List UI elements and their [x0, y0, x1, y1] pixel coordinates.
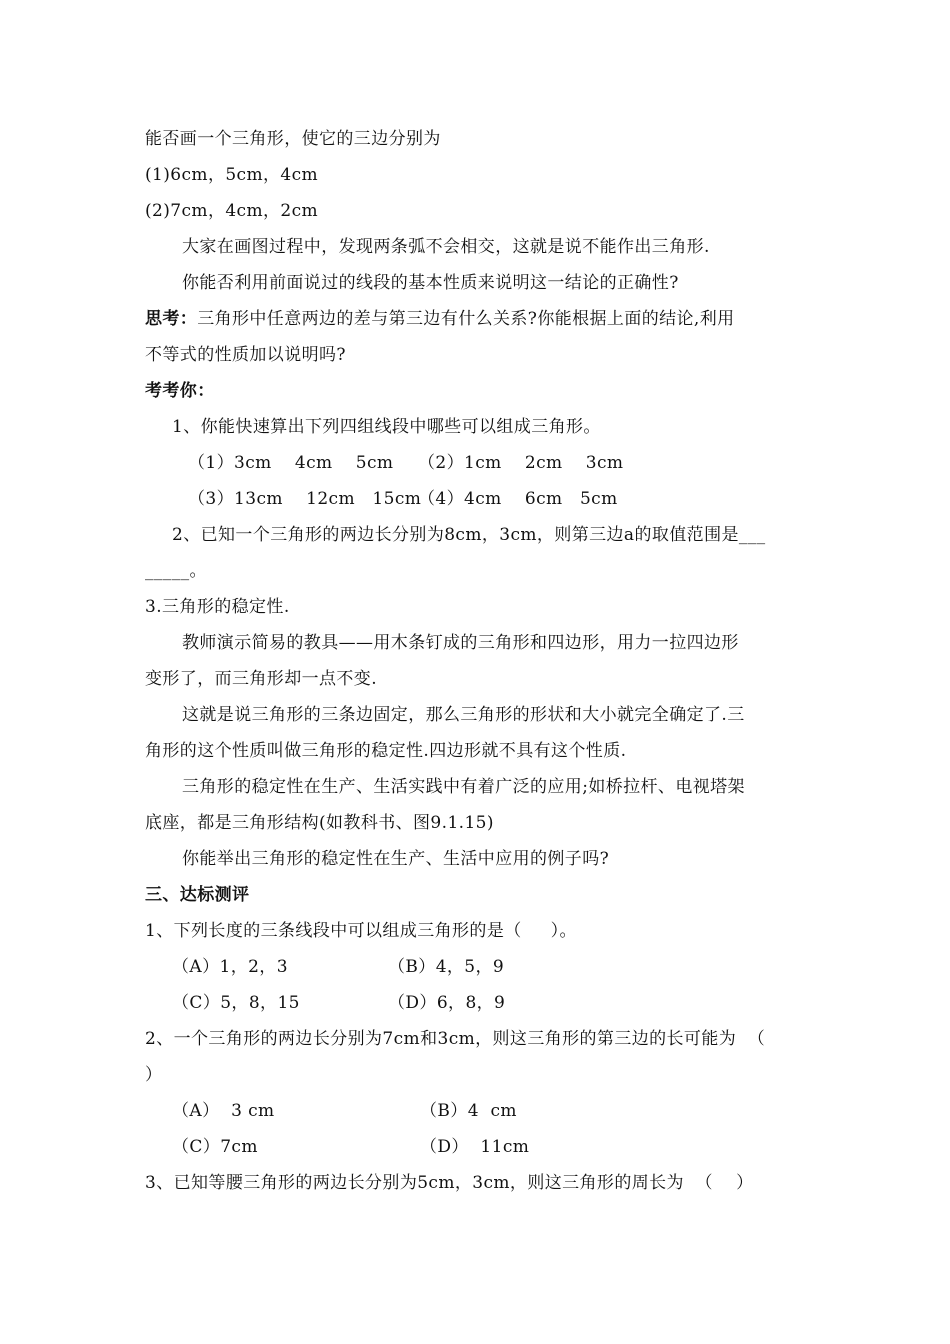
stability-p4: 你能举出三角形的稳定性在生产、生活中应用的例子吗?: [182, 849, 610, 869]
stability-p2-line1: 这就是说三角形的三条边固定，那么三角形的形状和大小就完全确定了.三: [182, 705, 745, 725]
intro-question: 能否画一个三角形，使它的三边分别为: [145, 129, 441, 149]
assessment-q2-option-c: （C）7cm: [172, 1137, 258, 1157]
assessment-q2-option-b: （B）4 cm: [420, 1101, 517, 1121]
assessment-q1-option-b: （B）4，5，9: [388, 957, 505, 977]
quiz-heading: 考考你：: [145, 381, 215, 401]
intro-item-1: (1)6cm，5cm，4cm: [145, 165, 319, 185]
quiz-q1-option-3: （3）13cm 12cm 15cm: [188, 489, 422, 509]
assessment-q2-option-a: （A） 3 cm: [172, 1101, 275, 1121]
think-text-2: 不等式的性质加以说明吗?: [145, 345, 346, 365]
think-line-1: [145, 308, 735, 330]
quiz-question-2-blank: _____。: [145, 561, 207, 581]
quiz-q1-option-1: （1）3cm 4cm 5cm: [188, 453, 394, 473]
intro-item-2: (2)7cm，4cm，2cm: [145, 201, 319, 221]
assessment-heading: 三、达标测评: [145, 885, 250, 905]
assessment-q1-option-a: （A）1，2，3: [172, 957, 288, 977]
intro-paragraph-2: 你能否利用前面说过的线段的基本性质来说明这一结论的正确性?: [182, 273, 679, 293]
assessment-question-3: 3、已知等腰三角形的两边长分别为5cm，3cm，则这三角形的周长为 （ ）: [145, 1173, 754, 1193]
think-label: 思考：: [145, 309, 198, 329]
quiz-q1-option-2: （2）1cm 2cm 3cm: [418, 453, 624, 473]
stability-p1-line2: 变形了，而三角形却一点不变.: [145, 669, 378, 689]
assessment-q1-option-c: （C）5，8，15: [172, 993, 300, 1013]
intro-paragraph-1: 大家在画图过程中，发现两条弧不会相交，这就是说不能作出三角形.: [182, 237, 710, 257]
assessment-q1-option-d: （D）6，8，9: [388, 993, 506, 1013]
quiz-q1-option-4: （4）4cm 6cm 5cm: [418, 489, 618, 509]
stability-p3-line2: 底座，都是三角形结构(如教科书、图9.1.15): [145, 813, 494, 833]
stability-p1-line1: 教师演示简易的教具——用木条钉成的三角形和四边形，用力一拉四边形: [182, 633, 739, 653]
stability-p2-line2: 角形的这个性质叫做三角形的稳定性.四边形就不具有这个性质.: [145, 741, 627, 761]
quiz-question-2: 2、已知一个三角形的两边长分别为8cm，3cm，则第三边a的取值范围是___: [172, 525, 766, 545]
quiz-question-1: 1、你能快速算出下列四组线段中哪些可以组成三角形。: [172, 417, 601, 437]
think-text-1: 三角形中任意两边的差与第三边有什么关系?你能根据上面的结论,利用: [197, 309, 735, 329]
assessment-question-2-paren: ）: [145, 1065, 163, 1085]
assessment-question-2: 2、一个三角形的两边长分别为7cm和3cm，则这三角形的第三边的长可能为 （: [145, 1029, 766, 1049]
assessment-q2-option-d: （D） 11cm: [420, 1137, 530, 1157]
stability-p3-line1: 三角形的稳定性在生产、生活实践中有着广泛的应用;如桥拉杆、电视塔架: [182, 777, 745, 797]
stability-heading: 3.三角形的稳定性.: [145, 597, 290, 617]
assessment-question-1: 1、下列长度的三条线段中可以组成三角形的是（ ）。: [145, 921, 577, 941]
